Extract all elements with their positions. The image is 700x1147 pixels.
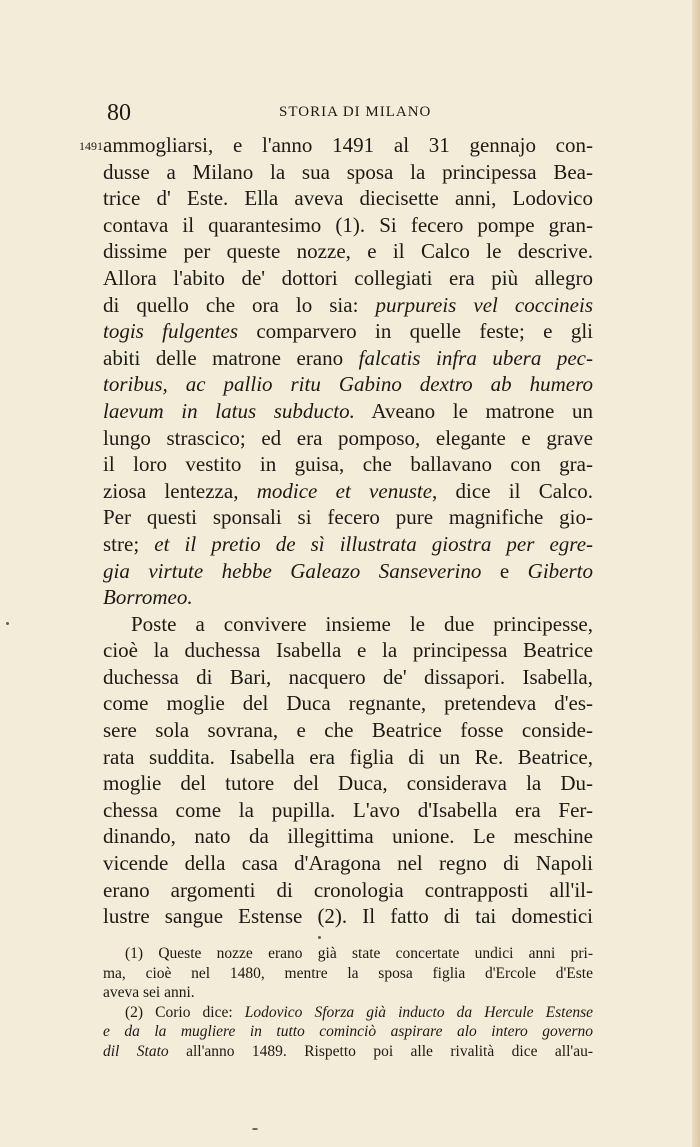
text-line: [103, 238, 593, 265]
text-line: [103, 398, 593, 425]
text-line: [103, 637, 593, 664]
text-segment: Aveano le matrone un: [354, 398, 593, 423]
text-segment: Poste a convivere insieme le due principesse,: [131, 611, 593, 636]
italic-text: dil Stato: [103, 1042, 169, 1060]
text-segment: ma, cioè nel 1480, mentre la sposa figlia d'Ercole d'Este: [103, 964, 593, 982]
text-segment: (2) Corio dice:: [125, 1003, 245, 1021]
text-segment: duchessa di Bari, nacquero de' dissapori. Isabella,: [103, 664, 593, 689]
text-segment: trice d' Este. Ella aveva diecisette anni, Lodovico: [103, 186, 593, 211]
text-line: [103, 132, 593, 159]
text-segment: abiti delle matrone erano: [103, 345, 359, 370]
text-segment: , dice il Calco.: [432, 478, 593, 503]
text-segment: sere sola sovrana, e che Beatrice fosse conside-: [103, 718, 593, 743]
text-line: [103, 823, 593, 850]
text-line: [103, 744, 593, 771]
body-text: [103, 132, 593, 930]
text-segment: dusse a Milano la sua sposa la principessa Bea-: [103, 159, 593, 184]
text-segment: chessa come la pupilla. L'avo d'Isabella era Fer-: [103, 797, 593, 822]
footnote-line: [103, 983, 593, 1003]
text-segment: il loro vestito in guisa, che ballavano con gra-: [103, 452, 593, 477]
footnote-line: [103, 964, 593, 984]
speck: [6, 622, 9, 625]
text-line: [103, 877, 593, 904]
text-segment: lungo strascico; ed era pomposo, elegante e grave: [103, 425, 593, 450]
italic-text: modice et venuste: [256, 478, 433, 503]
text-line: [103, 318, 593, 345]
text-line: [103, 531, 593, 558]
text-segment: erano argomenti di cronologia contrapposti all'il-: [103, 877, 593, 902]
italic-text: laevum in latus subducto.: [103, 398, 355, 423]
text-segment: come moglie del Duca regnante, pretendeva d'es-: [103, 691, 593, 716]
footnote-line: [103, 1003, 593, 1023]
text-line: [103, 185, 593, 212]
text-line: [103, 292, 593, 319]
text-line: [103, 212, 593, 239]
text-segment: ziosa lentezza,: [103, 478, 257, 503]
text-segment: moglie del tutore del Duca, considerava la Du-: [103, 771, 593, 796]
italic-text: falcatis infra ubera pec-: [358, 345, 593, 370]
text-line: [103, 584, 593, 611]
text-line: [103, 478, 593, 505]
text-line: [103, 451, 593, 478]
text-segment: contava il quarantesimo (1). Si fecero pompe gran-: [103, 212, 593, 237]
text-segment: dinando, nato da illegittima unione. Le meschine: [103, 824, 593, 849]
italic-text: et il pretio de sì illustrata giostra per egre-: [154, 531, 594, 556]
footnote-line: [103, 1042, 593, 1062]
text-segment: all'anno 1489. Rispetto poi alle rivalità dice all'au-: [168, 1042, 593, 1060]
text-line: [103, 371, 593, 398]
text-segment: Allora l'abito de' dottori collegiati era più allegro: [103, 265, 593, 290]
italic-text: e da la mugliere in tutto cominciò aspirare alo intero governo: [103, 1023, 593, 1040]
text-segment: lustre sangue Estense (2). Il fatto di tai domestici: [103, 904, 593, 929]
text-segment: vicende della casa d'Aragona nel regno di Napoli: [103, 851, 593, 876]
footnote-line: [103, 944, 593, 964]
italic-text: Borromeo.: [103, 585, 193, 610]
text-segment: aveva sei anni.: [103, 984, 195, 1001]
text-line: [103, 850, 593, 877]
text-line: [103, 797, 593, 824]
italic-text: purpureis vel coccineis: [375, 292, 594, 317]
text-segment: stre;: [103, 531, 155, 556]
text-segment: dissime per queste nozze, e il Calco le descrive.: [103, 239, 593, 264]
footnotes: [103, 944, 593, 1061]
text-segment: (1) Queste nozze erano già state concertate undici anni pri-: [125, 945, 593, 962]
text-line: [103, 425, 593, 452]
page-header: [107, 100, 597, 126]
text-line: [103, 770, 593, 797]
page-edge: [692, 0, 700, 1147]
italic-text: Lodovico Sforza già inducto da Hercule Estense: [244, 1003, 593, 1021]
italic-text: Giberto: [527, 558, 593, 583]
text-line: [103, 903, 593, 930]
text-segment: cioè la duchessa Isabella e la principessa Beatrice: [103, 638, 593, 663]
footnote-line: [103, 1022, 593, 1042]
text-line: [103, 717, 593, 744]
text-line: [103, 159, 593, 186]
text-line: [103, 558, 593, 585]
text-line: [103, 265, 593, 292]
text-line: [103, 504, 593, 531]
text-segment: di quello che ora lo sia:: [103, 292, 376, 317]
text-segment: ammogliarsi, e l'anno 1491 al 31 gennajo con-: [103, 133, 593, 157]
text-segment: comparvero in quelle feste; e gli: [238, 319, 593, 344]
speck: [318, 936, 321, 939]
speck: [252, 1128, 258, 1130]
text-segment: e: [481, 558, 528, 583]
text-segment: rata suddita. Isabella era figlia di un Re. Beatrice,: [103, 744, 593, 769]
text-line: [103, 611, 593, 638]
italic-text: togis fulgentes: [103, 319, 239, 344]
text-line: [103, 690, 593, 717]
text-line: [103, 345, 593, 372]
text-segment: Per questi sponsali si fecero pure magnifiche gio-: [103, 505, 593, 530]
running-title: STORIA DI MILANO: [279, 104, 432, 120]
margin-year: 1491: [79, 139, 103, 153]
italic-text: toribus, ac pallio ritu Gabino dextro ab humero: [103, 372, 593, 397]
text-line: [103, 664, 593, 691]
page-number: 80: [107, 100, 131, 126]
italic-text: gia virtute hebbe Galeazo Sanseverino: [103, 558, 482, 583]
